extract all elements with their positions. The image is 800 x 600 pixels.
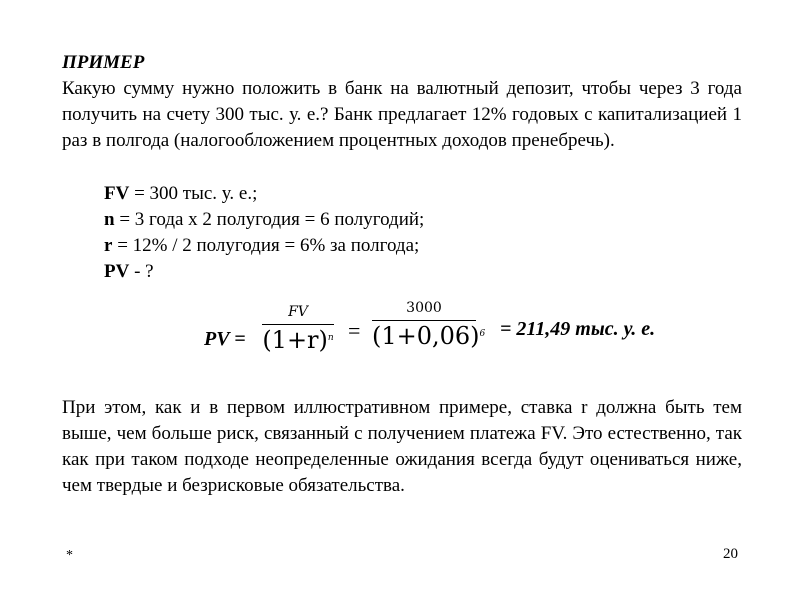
- given-value: = 300 тыс. у. е.;: [129, 183, 258, 204]
- numeric-fraction: [372, 300, 486, 350]
- given-value: = 12% / 2 полугодия = 6% за полгода;: [112, 235, 420, 256]
- fraction-denominator: [372, 322, 486, 350]
- given-n: [104, 207, 424, 233]
- given-key: n: [104, 209, 115, 230]
- page-number: 20: [723, 546, 738, 562]
- general-fraction: [262, 304, 334, 354]
- denominator-base: (1+0,06): [372, 322, 480, 350]
- given-fv: [104, 181, 257, 207]
- footer-star: *: [66, 548, 73, 563]
- formula-label: PV =: [204, 328, 246, 350]
- denominator-base: (1+r): [262, 326, 328, 354]
- fraction-denominator: [262, 326, 334, 354]
- problem-statement: Какую сумму нужно положить в банк на валютный депозит, чтобы через 3 года получить на счету 300 тыс. у. е.? Банк предлагает 12% годовых с капитализацией 1 раз в полгода (налогообложением процентных доходов пренебречь).: [62, 78, 742, 151]
- given-key: r: [104, 235, 113, 256]
- fraction-bar: [372, 320, 476, 321]
- equals-sign: =: [348, 318, 361, 343]
- fraction-numerator: 3000: [406, 300, 442, 316]
- given-key: FV: [104, 183, 130, 204]
- slide-title: ПРИМЕР: [62, 52, 145, 73]
- given-pv: [104, 259, 154, 285]
- conclusion-paragraph: При этом, как и в первом иллюстративном примере, ставка r должна быть тем выше, чем больше риск, связанный с получением платежа FV. Это естественно, так как при таком подходе неопределенные ожидания всегда будут оцениваться ниже, чем твердые и безрисковые обязательства.: [62, 397, 742, 496]
- given-key: PV: [104, 261, 130, 282]
- given-value: = 3 года х 2 полугодия = 6 полугодий;: [114, 209, 425, 230]
- denominator-exponent: 6: [479, 329, 486, 339]
- denominator-exponent: n: [327, 333, 334, 343]
- given-r: [104, 233, 419, 259]
- formula-result: = 211,49 тыс. у. е.: [500, 318, 656, 340]
- given-value: - ?: [129, 261, 154, 282]
- fraction-bar: [262, 324, 334, 325]
- fraction-numerator: FV: [288, 304, 308, 320]
